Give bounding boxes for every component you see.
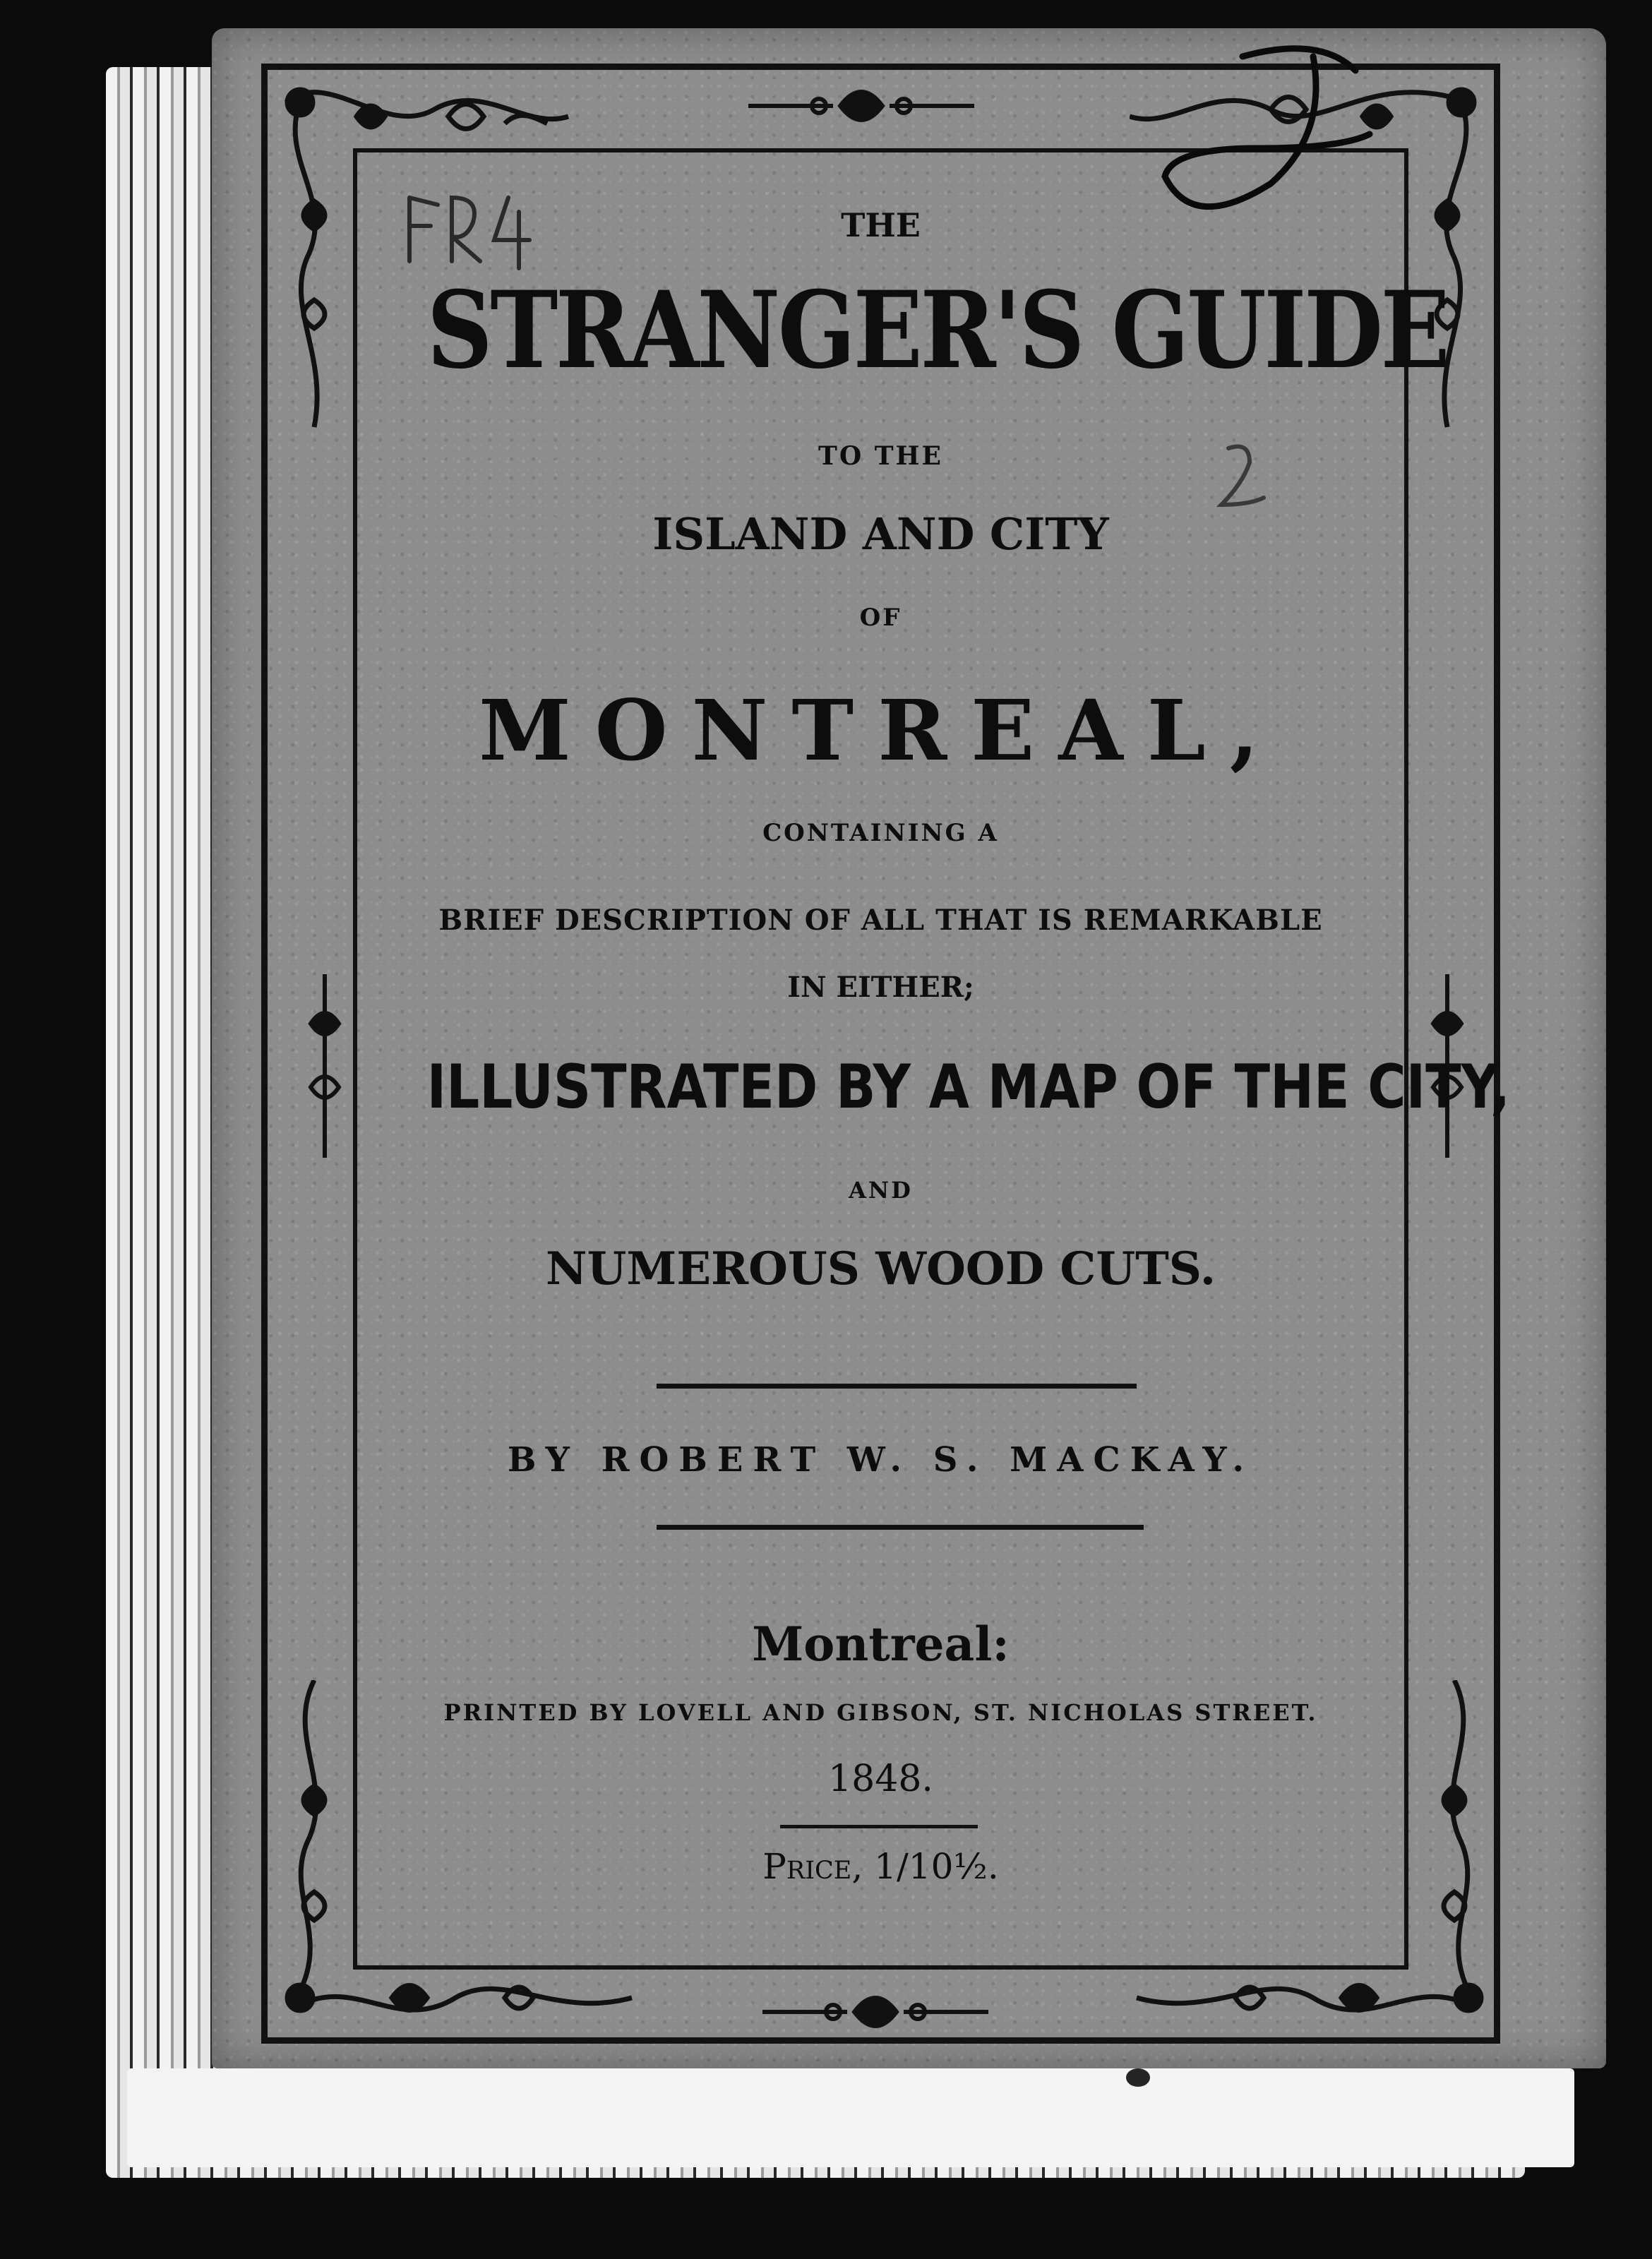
top-middle-ornament — [748, 78, 974, 134]
subtitle-of: OF — [859, 604, 902, 632]
line-containing: CONTAINING A — [762, 819, 999, 847]
line-and: AND — [849, 1177, 913, 1204]
imprint-printer: PRINTED BY LOVELL AND GIBSON, ST. NICHOLAS STREET. — [443, 1699, 1318, 1726]
title-the: THE — [841, 206, 921, 244]
subtitle-to-the: TO THE — [818, 441, 943, 471]
left-side-ornament — [297, 974, 353, 1158]
book-title: STRANGER'S GUIDE — [426, 268, 1448, 393]
divider-rule-top — [657, 1384, 1137, 1389]
imprint-place: Montreal: — [752, 1617, 1010, 1672]
city-name: MONTREAL, — [479, 681, 1283, 779]
line-brief-description: BRIEF DESCRIPTION OF ALL THAT IS REMARKABLE — [438, 904, 1323, 937]
line-illustrated: ILLUSTRATED BY A MAP OF THE CITY, — [426, 1052, 1510, 1122]
line-in-either: IN EITHER; — [787, 971, 974, 1004]
subtitle-island-city: ISLAND AND CITY — [652, 508, 1109, 560]
author-line: BY ROBERT W. S. MACKAY. — [507, 1440, 1255, 1480]
bottom-middle-ornament — [762, 1984, 988, 2040]
ink-spot — [1126, 2068, 1150, 2087]
divider-rule-price — [780, 1825, 978, 1828]
price-line: Price, 1/10½. — [762, 1846, 999, 1887]
imprint-year: 1848. — [828, 1758, 933, 1800]
divider-rule-bottom — [657, 1525, 1144, 1530]
line-wood-cuts: NUMEROUS WOOD CUTS. — [546, 1242, 1216, 1295]
page-bottom-edge — [127, 2068, 1574, 2167]
